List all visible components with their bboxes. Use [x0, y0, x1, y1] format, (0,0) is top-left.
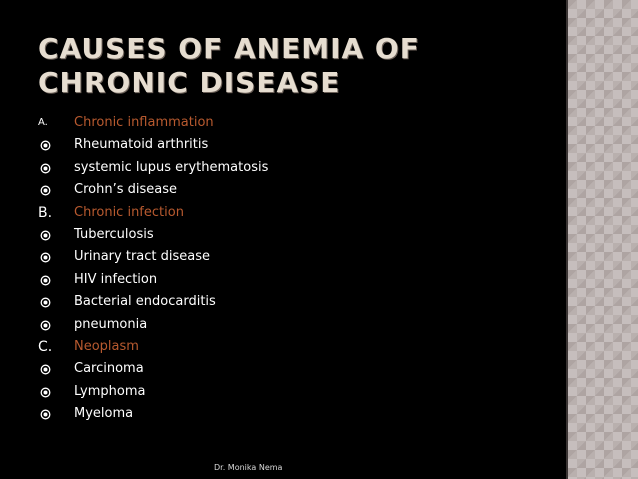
- cause-list: [0, 112, 560, 425]
- list-item: [0, 358, 560, 380]
- list-item: [0, 403, 560, 425]
- category-letter: A.: [38, 117, 48, 128]
- circled-dot-icon: [40, 140, 51, 151]
- decorative-side-panel: [568, 0, 638, 479]
- list-item-text: Crohn’s disease: [74, 182, 177, 198]
- category-heading: Chronic infection: [74, 204, 184, 220]
- circled-dot-icon: [40, 387, 51, 398]
- category-heading: Chronic inflammation: [74, 115, 214, 130]
- slide-title: CAUSES OF ANEMIA OF CHRONIC DISEASE: [38, 32, 420, 99]
- category-heading-row: [0, 112, 560, 134]
- list-item: [0, 157, 560, 179]
- list-item: [0, 134, 560, 156]
- list-item: [0, 291, 560, 313]
- list-item-text: Myeloma: [74, 406, 134, 422]
- list-item-text: Rheumatoid arthritis: [74, 137, 209, 153]
- circled-dot-icon: [40, 185, 51, 196]
- circled-dot-icon: [40, 364, 51, 375]
- circled-dot-icon: [40, 163, 51, 174]
- list-item-text: Carcinoma: [74, 361, 144, 377]
- circled-dot-icon: [40, 275, 51, 286]
- circled-dot-icon: [40, 320, 51, 331]
- category-heading-row: [0, 336, 560, 358]
- category-letter: C.: [38, 338, 53, 355]
- circled-dot-icon: [40, 409, 51, 420]
- list-item-text: Tuberculosis: [74, 226, 154, 242]
- list-item: [0, 381, 560, 403]
- list-item: [0, 314, 560, 336]
- list-item-text: systemic lupus erythematosis: [74, 159, 269, 175]
- circled-dot-icon: [40, 252, 51, 263]
- list-item: [0, 179, 560, 201]
- category-heading-row: [0, 202, 560, 224]
- list-item: [0, 269, 560, 291]
- list-item: [0, 246, 560, 268]
- list-item-text: Bacterial endocarditis: [74, 294, 216, 310]
- list-item-text: Urinary tract disease: [74, 249, 211, 265]
- circled-dot-icon: [40, 230, 51, 241]
- slide-footer: Dr. Monika Nema: [214, 463, 283, 472]
- list-item-text: Lymphoma: [74, 383, 146, 399]
- list-item-text: pneumonia: [74, 316, 148, 332]
- category-letter: B.: [38, 204, 53, 221]
- list-item-text: HIV infection: [74, 271, 158, 287]
- category-heading: Neoplasm: [74, 338, 139, 354]
- circled-dot-icon: [40, 297, 51, 308]
- list-item: [0, 224, 560, 246]
